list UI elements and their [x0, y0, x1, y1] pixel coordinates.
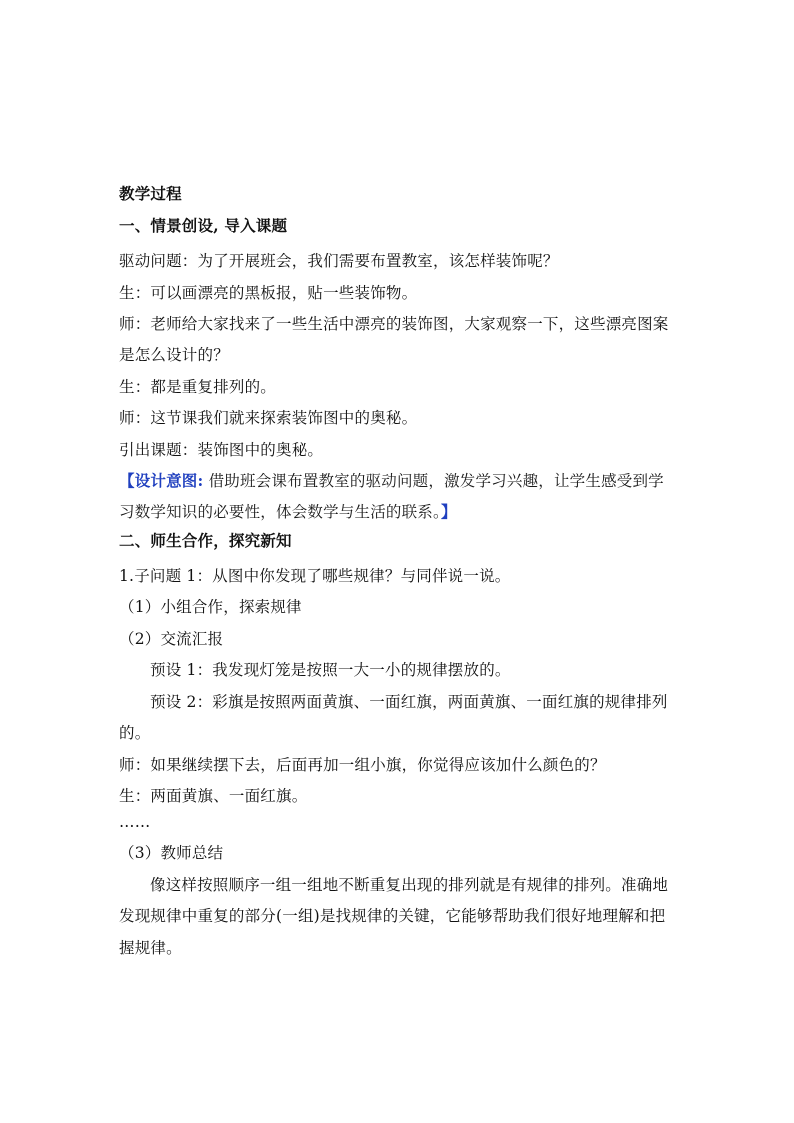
step-3: （3）教师总结	[119, 844, 224, 862]
summary-line-b: 发现规律中重复的部分(一组)是找规律的关键，它能够帮助我们很好地理解和把	[119, 907, 666, 925]
design-intent-text-b: 习数学知识的必要性，体会数学与生活的联系。	[119, 503, 441, 521]
sub-question-1: 1.子问题 1：从图中你发现了哪些规律？与同伴说一说。	[119, 567, 511, 585]
teacher-line-2: 师：这节课我们就来探索装饰图中的奥秘。	[119, 409, 418, 427]
step-1: （1）小组合作，探索规律	[119, 598, 302, 616]
lesson-topic: 引出课题：装饰图中的奥秘。	[119, 441, 324, 459]
student-reply-3: 生：两面黄旗、一面红旗。	[119, 787, 308, 805]
design-intent-tag: 设计意图:	[134, 471, 204, 490]
summary-line-c: 握规律。	[119, 939, 182, 957]
design-intent-text-a: 借助班会课布置教室的驱动问题，激发学习兴趣，让学生感受到学	[203, 472, 664, 490]
driving-question: 驱动问题：为了开展班会，我们需要布置教室，该怎样装饰呢？	[119, 252, 559, 270]
summary-line-a: 像这样按照顺序一组一组地不断重复出现的排列就是有规律的排列。准确地	[150, 876, 669, 894]
step-2: （2）交流汇报	[119, 630, 224, 648]
student-reply-1: 生：可以画漂亮的黑板报，贴一些装饰物。	[119, 284, 418, 302]
design-close-bracket: 】	[440, 502, 457, 521]
section-title-2: 二、师生合作，探究新知	[119, 531, 292, 550]
teacher-line-1b: 是怎么设计的？	[119, 346, 229, 364]
ellipsis: ……	[119, 813, 151, 831]
student-reply-2: 生：都是重复排列的。	[119, 378, 277, 396]
design-open-bracket: 【	[119, 471, 135, 490]
preset-2a: 预设 2：彩旗是按照两面黄旗、一面红旗，两面黄旗、一面红旗的规律排列	[150, 693, 668, 711]
page-heading: 教学过程	[119, 184, 182, 203]
design-intent-line-1	[119, 471, 679, 491]
teacher-line-1a: 师：老师给大家找来了一些生活中漂亮的装饰图，大家观察一下，这些漂亮图案	[119, 315, 669, 333]
design-intent-line-2	[119, 502, 679, 522]
preset-2b: 的。	[119, 724, 151, 742]
preset-1: 预设 1：我发现灯笼是按照一大一小的规律摆放的。	[150, 661, 511, 679]
teacher-line-3: 师：如果继续摆下去，后面再加一组小旗，你觉得应该加什么颜色的？	[119, 756, 606, 774]
section-title-1: 一、情景创设, 导入课题	[119, 216, 288, 235]
